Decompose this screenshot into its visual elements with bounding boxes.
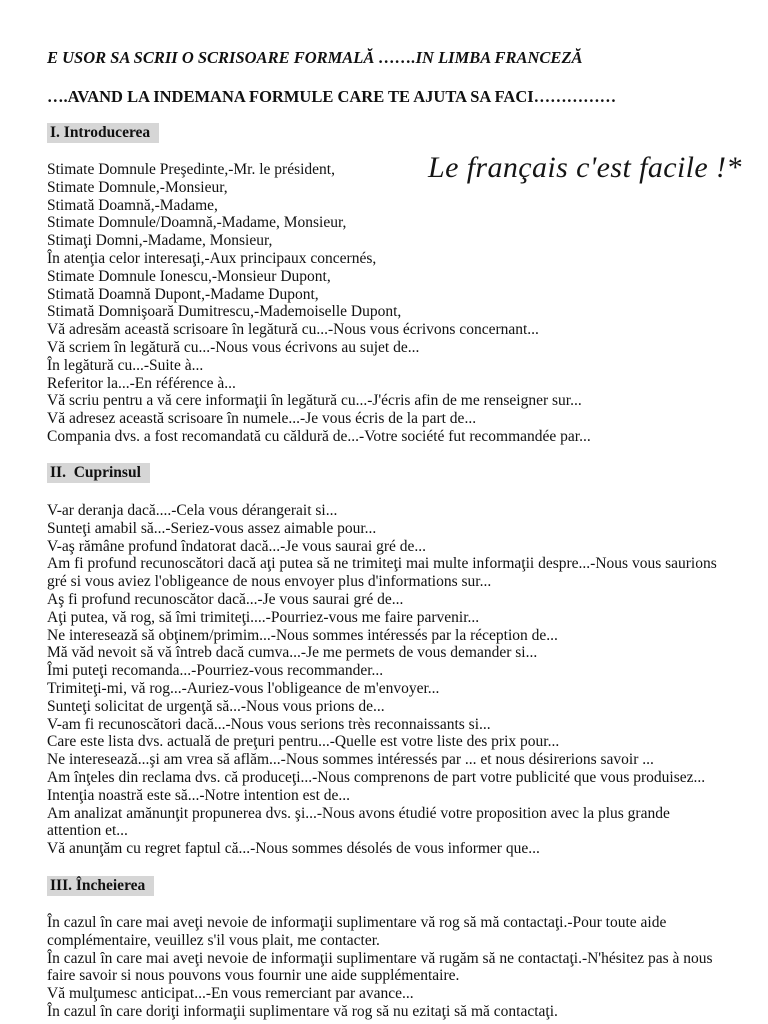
- section-line: Referitor la...-En référence à...: [47, 374, 236, 392]
- section-line: Am fi profund recunoscători dacă aţi putea să ne trimiteţi mai multe informaţii despre...-Nous vous saurions: [47, 555, 717, 573]
- section-line: Stimate Domnule Preşedinte,-Mr. le président,: [47, 161, 335, 178]
- section-line: Compania dvs. a fost recomandată cu căldură de...-Votre société fut recommandée par...: [47, 427, 591, 445]
- document-subtitle: ….AVAND LA INDEMANA FORMULE CARE TE AJUTA SA FACI……………: [47, 87, 617, 106]
- section-line: Ne interesează să obţinem/primim...-Nous sommes intéressés par la réception de...: [47, 626, 558, 644]
- section-incheierea-lines: [47, 914, 713, 1021]
- section-line: Sunteţi solicitat de urgenţă să...-Nous vous prions de...: [47, 697, 385, 715]
- section-line: În legătură cu...-Suite à...: [47, 356, 204, 374]
- section-line: Îmi puteţi recomanda...-Pourriez-vous recommander...: [47, 662, 384, 680]
- section-line: Aţi putea, vă rog, să îmi trimiteţi....-Pourriez-vous me faire parvenir...: [47, 608, 480, 626]
- section-line: Trimiteţi-mi, vă rog...-Auriez-vous l'obligeance de m'envoyer...: [47, 679, 440, 697]
- section-line: gré si vous aviez l'obligeance de nous envoyer plus d'informations sur...: [47, 573, 492, 591]
- section-line: Stimate Domnule Ionescu,-Monsieur Dupont,: [47, 267, 331, 285]
- section-line: În atenţia celor interesaţi,-Aux principaux concernés,: [47, 249, 377, 267]
- section-line: attention et...: [47, 822, 128, 840]
- section-line: faire savoir si nous pouvons vous fournir une aide supplémentaire.: [47, 967, 460, 985]
- section-cuprinsul-lines: [47, 502, 717, 858]
- section-heading-cuprinsul: II. Cuprinsul: [47, 463, 150, 483]
- section-introducerea-lines: [47, 161, 591, 446]
- section-line: Stimată Doamnă Dupont,-Madame Dupont,: [47, 285, 319, 303]
- section-line: V-am fi recunoscători dacă...-Nous vous serions très reconnaissants si...: [47, 715, 491, 733]
- section-line: Aş fi profund recunoscător dacă...-Je vous saurai gré de...: [47, 590, 404, 608]
- section-line: Ne interesează...şi am vrea să aflăm...-Nous sommes intéressés par ... et nous désirerions savoir ...: [47, 751, 654, 769]
- section-line: Care este lista dvs. actuală de preţuri pentru...-Quelle est votre liste des prix pour...: [47, 733, 560, 751]
- section-line: În cazul în care mai aveţi nevoie de informaţii suplimentare vă rugăm să ne contactaţi.-N'hésitez pas à nous: [47, 949, 713, 967]
- section-line: Intenţia noastră este să...-Notre intention est de...: [47, 786, 351, 804]
- section-line: V-aş rămâne profund îndatorat dacă...-Je vous saurai gré de...: [47, 537, 427, 555]
- section-line: Stimată Doamnă,-Madame,: [47, 196, 218, 214]
- section-line: Mă văd nevoit să vă întreb dacă cumva...-Je me permets de vous demander si...: [47, 644, 538, 662]
- section-line: complémentaire, veuillez s'il vous plait, me contacter.: [47, 931, 380, 949]
- section-line: Stimaţi Domni,-Madame, Monsieur,: [47, 232, 273, 250]
- section-line: Vă anunţăm cu regret faptul că...-Nous sommes désolés de vous informer que...: [47, 840, 540, 858]
- section-line: Am analizat amănunţit propunerea dvs. şi...-Nous avons étudié votre proposition avec la plus grande: [47, 804, 670, 822]
- section-line: Vă adresez această scrisoare în numele...-Je vous écris de la part de...: [47, 410, 477, 428]
- section-line: Am înţeles din reclama dvs. că produceţi...-Nous comprenons de part votre publicité que vous produisez...: [47, 768, 706, 786]
- section-line: Stimate Domnule,-Monsieur,: [47, 178, 228, 196]
- section-line: Vă adresăm această scrisoare în legătură cu...-Nous vous écrivons concernant...: [47, 321, 539, 339]
- section-line: V-ar deranja dacă....-Cela vous dérangerait si...: [47, 502, 338, 519]
- section-line: Stimate Domnule/Doamnă,-Madame, Monsieur,: [47, 214, 347, 232]
- section-heading-introducerea: I. Introducerea: [47, 123, 159, 143]
- document-title: E USOR SA SCRII O SCRISOARE FORMALĂ …….IN LIMBA FRANCEZĂ: [47, 48, 583, 67]
- section-line: Vă mulţumesc anticipat...-En vous remerciant par avance...: [47, 985, 414, 1003]
- section-line: În cazul în care doriţi informaţii suplimentare vă rog să nu ezitaţi să mă contactaţi.: [47, 1002, 558, 1020]
- section-line: Vă scriu pentru a vă cere informaţii în legătură cu...-J'écris afin de me renseigner sur...: [47, 392, 582, 410]
- section-line: Stimată Domnişoară Dumitrescu,-Mademoiselle Dupont,: [47, 303, 402, 321]
- handwritten-caption: Le français c'est facile !*: [428, 151, 742, 184]
- section-line: Sunteţi amabil să...-Seriez-vous assez aimable pour...: [47, 519, 377, 537]
- section-line: În cazul în care mai aveţi nevoie de informaţii suplimentare vă rog să mă contactaţi.-Pour toute aide: [47, 914, 667, 931]
- section-heading-incheierea: III. Încheierea: [47, 876, 154, 896]
- section-line: Vă scriem în legătură cu...-Nous vous écrivons au sujet de...: [47, 338, 420, 356]
